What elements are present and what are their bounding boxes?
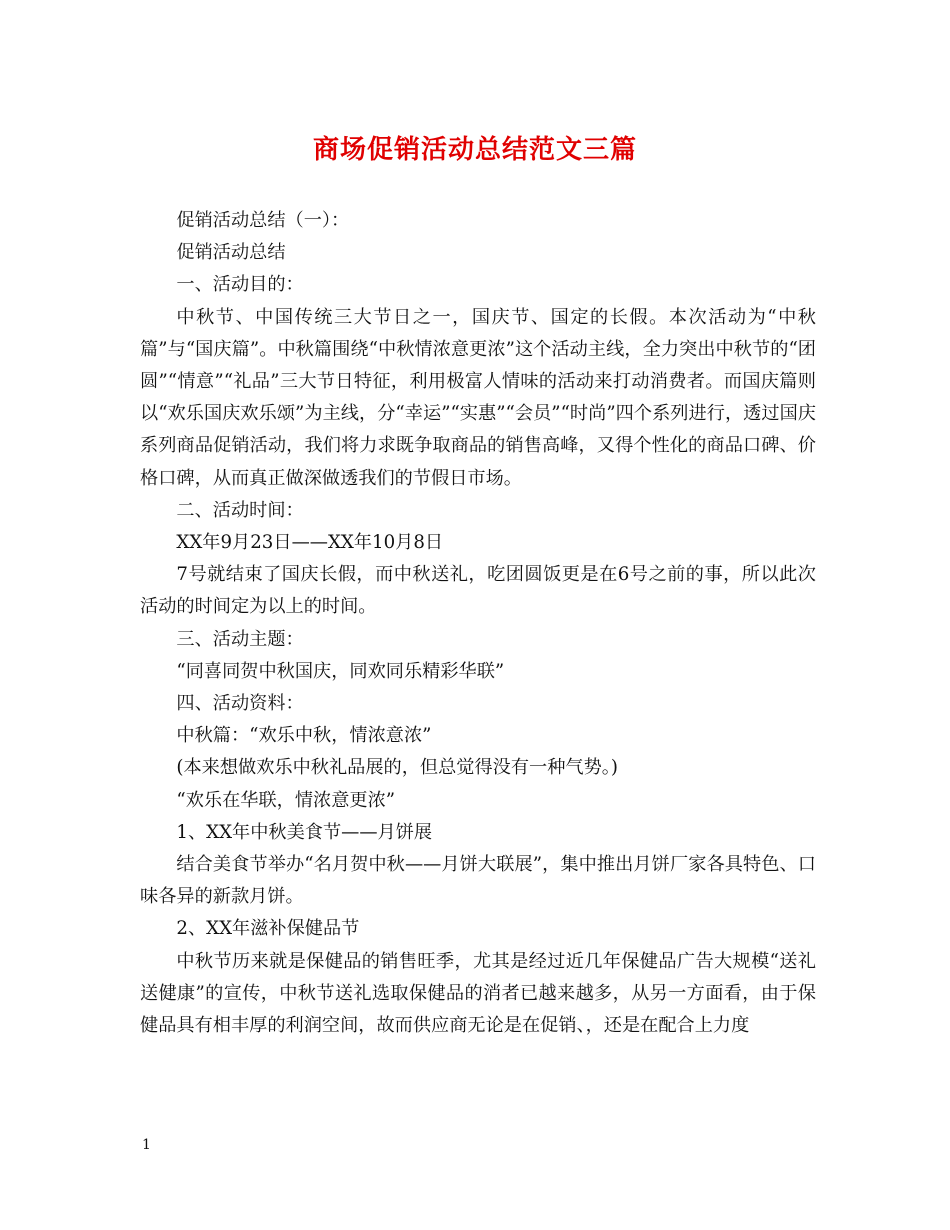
page-number: 1 bbox=[142, 1137, 151, 1153]
body-paragraph: 中秋节、中国传统三大节日之一，国庆节、国定的长假。本次活动为“中秋篇”与“国庆篇”。中秋篇围绕“中秋情浓意更浓”这个活动主线，全力突出中秋节的“团圆”“情意”“礼品”三大节日特征，利用极富人情味的活动来打动消费者。而国庆篇则以“欢乐国庆欢乐颂”为主线，分“幸运”“实惠”“会员”“时尚”四个系列进行，透过国庆系列商品促销活动，我们将力求既争取商品的销售高峰，又得个性化的商品口碑、价格口碑，从而真正做深做透我们的节假日市场。 bbox=[140, 306, 816, 489]
body-paragraph: XX年9月23日——XX年10月8日 bbox=[176, 532, 444, 554]
body-paragraph: “欢乐在华联，情浓意更浓” bbox=[176, 789, 396, 811]
section-heading: 四、活动资料： bbox=[176, 693, 304, 715]
body-paragraph: “同喜同贺中秋国庆，同欢同乐精彩华联” bbox=[176, 660, 505, 682]
section-heading: 一、活动目的： bbox=[176, 274, 304, 296]
section-heading: 三、活动主题： bbox=[176, 628, 304, 650]
document-body bbox=[140, 205, 816, 1042]
document-title: 商场促销活动总结范文三篇 bbox=[312, 135, 637, 165]
body-paragraph: 7号就结束了国庆长假，而中秋送礼，吃团圆饭更是在6号之前的事，所以此次活动的时间定为以上的时间。 bbox=[140, 564, 816, 618]
subheading: 促销活动总结 bbox=[176, 242, 286, 264]
list-item: 1、XX年中秋美食节——月饼展 bbox=[176, 821, 433, 843]
body-paragraph: 结合美食节举办“名月贺中秋——月饼大联展”，集中推出月饼厂家各具特色、口味各异的新款月饼。 bbox=[140, 854, 816, 908]
section-heading: 促销活动总结（一）： bbox=[176, 210, 350, 231]
list-item: 2、XX年滋补保健品节 bbox=[176, 918, 360, 940]
body-paragraph: 中秋节历来就是保健品的销售旺季，尤其是经过近几年保健品广告大规模“送礼送健康”的宣传，中秋节送礼选取保健品的消者已越来越多，从另一方面看，由于保健品具有相丰厚的利润空间，故而供应商无论是在促销、，还是在配合上力度 bbox=[140, 950, 816, 1037]
body-paragraph: (本来想做欢乐中秋礼品展的，但总觉得没有一种气势。) bbox=[176, 757, 618, 779]
section-heading: 二、活动时间： bbox=[176, 499, 304, 521]
body-paragraph: 中秋篇：“欢乐中秋，情浓意浓” bbox=[176, 725, 432, 747]
